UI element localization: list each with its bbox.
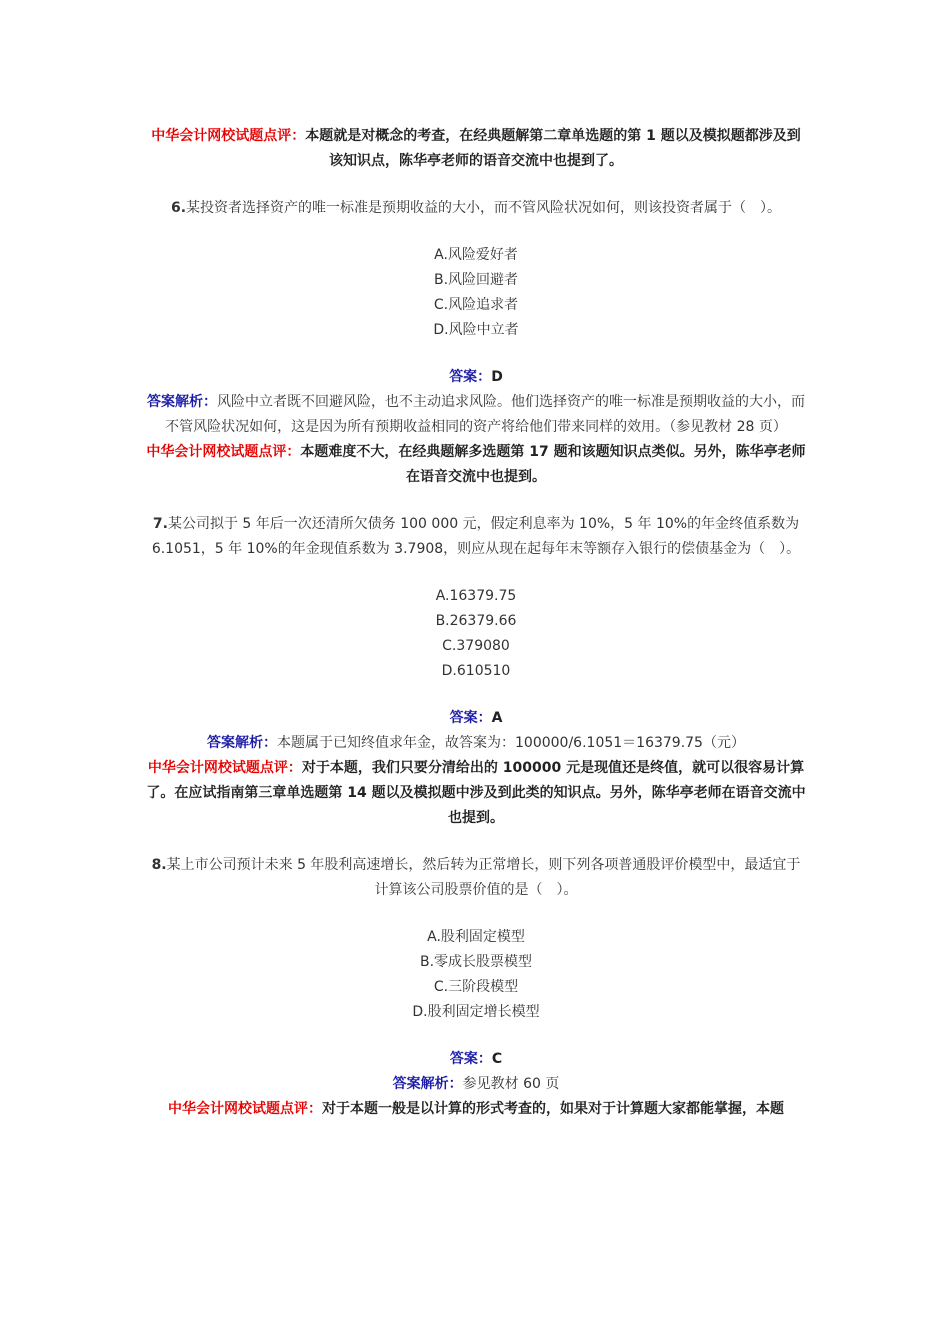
answer-label: 答案： bbox=[449, 710, 492, 726]
option-a: A.风险爱好者 bbox=[434, 247, 518, 263]
answer-value: C bbox=[491, 1051, 503, 1067]
question-7-stem bbox=[146, 512, 806, 562]
option-b: B.零成长股票模型 bbox=[419, 954, 533, 970]
comment-label: 中华会计网校试题点评： bbox=[146, 444, 301, 460]
analysis-text: 参见教材 60 页 bbox=[462, 1076, 560, 1092]
answer-value: A bbox=[491, 710, 503, 726]
question-text: 某公司拟于 5 年后一次还清所欠债务 100 000 元，假定利息率为 10%，5 年 10%的年金终值系数为 6.1051，5 年 10%的年金现值系数为 3.7908，则应从现在起每年末等额存入银行的偿债基金为（ ）。 bbox=[151, 516, 801, 557]
question-7-answer bbox=[146, 706, 806, 731]
question-8-options bbox=[146, 925, 806, 1025]
analysis-label: 答案解析： bbox=[207, 735, 278, 751]
option-c: C.风险追求者 bbox=[433, 297, 519, 313]
question-8-comment bbox=[146, 1097, 806, 1122]
comment-label: 中华会计网校试题点评： bbox=[151, 128, 306, 144]
question-number: 7. bbox=[152, 516, 168, 532]
question-8-stem bbox=[146, 853, 806, 903]
analysis-text: 本题属于已知终值求年金，故答案为：100000/6.1051＝16379.75（元） bbox=[277, 735, 745, 751]
comment-text: 对于本题一般是以计算的形式考查的，如果对于计算题大家都能掌握，本题 bbox=[322, 1101, 784, 1117]
question-6-stem bbox=[146, 196, 806, 221]
question-7-comment bbox=[146, 756, 806, 831]
question-6-options bbox=[146, 243, 806, 343]
comment-text: 本题难度不大，在经典题解多选题第 17 题和该题知识点类似。另外，陈华亭老师在语音交流中也提到。 bbox=[300, 444, 806, 485]
intro-comment bbox=[146, 124, 806, 174]
question-7-analysis bbox=[146, 731, 806, 756]
option-a: A.股利固定模型 bbox=[427, 929, 525, 945]
question-text: 某投资者选择资产的唯一标准是预期收益的大小，而不管风险状况如何，则该投资者属于（ ）。 bbox=[186, 200, 782, 216]
answer-label: 答案： bbox=[449, 1051, 492, 1067]
analysis-label: 答案解析： bbox=[392, 1076, 463, 1092]
question-text: 某上市公司预计未来 5 年股利高速增长，然后转为正常增长，则下列各项普通股评价模型中，最适宜于计算该公司股票价值的是（ ）。 bbox=[166, 857, 801, 898]
question-6-analysis bbox=[146, 390, 806, 440]
option-c: C.379080 bbox=[442, 638, 510, 654]
option-d: D.股利固定增长模型 bbox=[412, 1004, 540, 1020]
question-6-answer bbox=[146, 365, 806, 390]
answer-label: 答案： bbox=[449, 369, 492, 385]
question-6-comment bbox=[146, 440, 806, 490]
option-a: A.16379.75 bbox=[435, 588, 517, 604]
comment-label: 中华会计网校试题点评： bbox=[168, 1101, 322, 1117]
question-number: 6. bbox=[170, 200, 187, 216]
analysis-text: 风险中立者既不回避风险，也不主动追求风险。他们选择资产的唯一标准是预期收益的大小，而不管风险状况如何，这是因为所有预期收益相同的资产将给他们带来同样的效用。（参见教材 28 页） bbox=[165, 394, 805, 435]
option-d: D.风险中立者 bbox=[433, 322, 519, 338]
comment-text: 本题就是对概念的考查，在经典题解第二章单选题的第 1 题以及模拟题都涉及到该知识点，陈华亭老师的语音交流中也提到了。 bbox=[305, 128, 801, 169]
analysis-label: 答案解析： bbox=[147, 394, 217, 410]
question-number: 8. bbox=[151, 857, 167, 873]
option-c: C.三阶段模型 bbox=[433, 979, 519, 995]
question-8-answer bbox=[146, 1047, 806, 1072]
option-b: B.风险回避者 bbox=[433, 272, 519, 288]
question-7-options bbox=[146, 584, 806, 684]
document-page bbox=[146, 124, 806, 1122]
comment-text: 对于本题，我们只要分清给出的 100000 元是现值还是终值，就可以很容易计算了。在应试指南第三章单选题第 14 题以及模拟题中涉及到此类的知识点。另外，陈华亭老师在语音交流中也提到。 bbox=[146, 760, 806, 826]
option-d: D.610510 bbox=[441, 663, 511, 679]
question-8-analysis bbox=[146, 1072, 806, 1097]
option-b: B.26379.66 bbox=[435, 613, 517, 629]
comment-label: 中华会计网校试题点评： bbox=[147, 760, 302, 776]
answer-value: D bbox=[491, 369, 503, 385]
